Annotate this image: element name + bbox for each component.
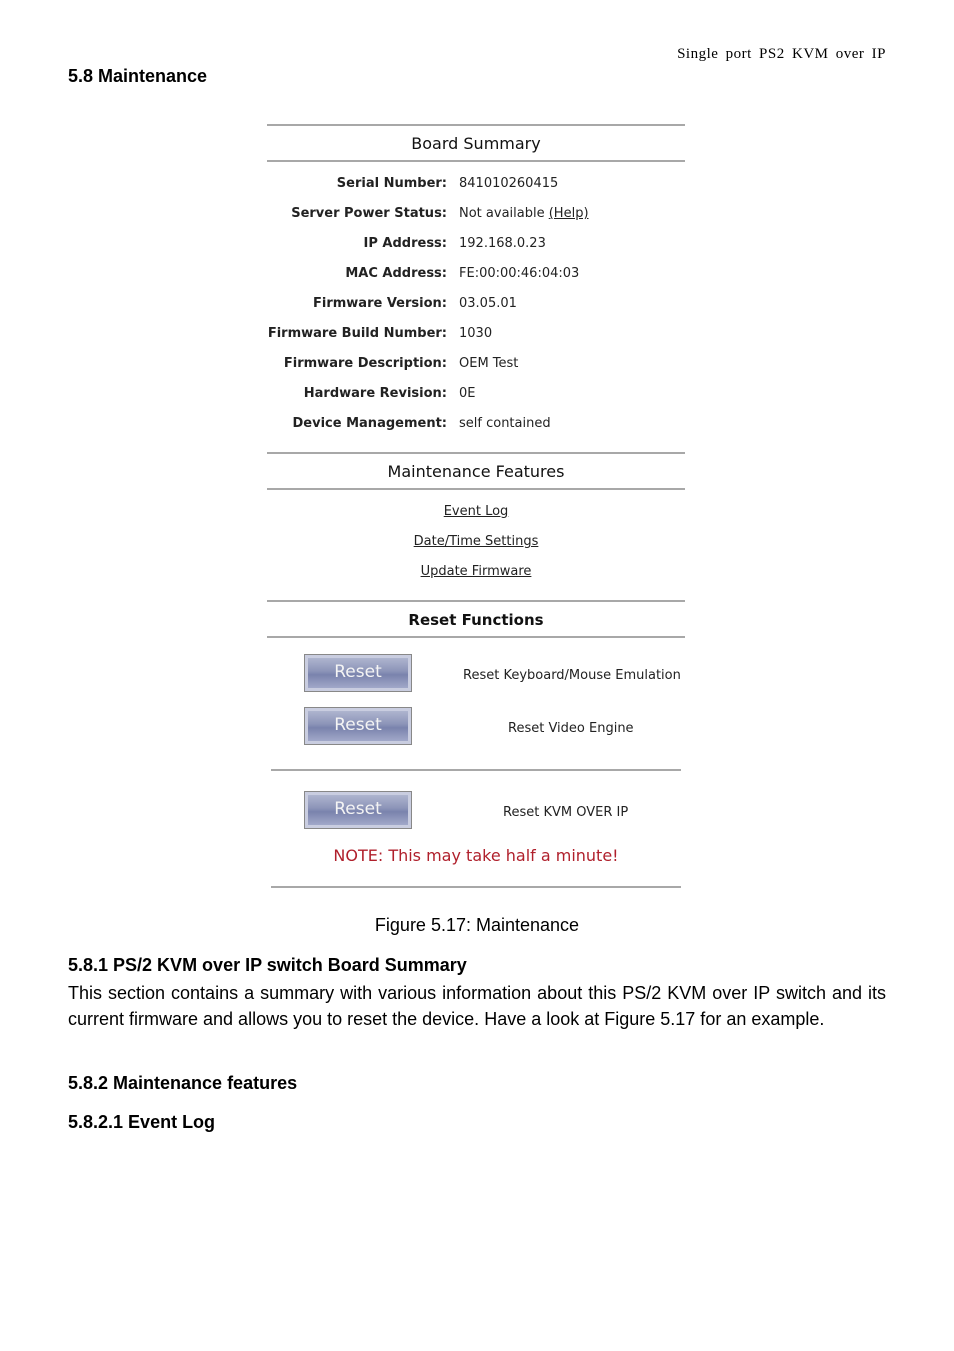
divider: [271, 886, 681, 888]
divider: [271, 769, 681, 771]
row-label: Server Power Status:: [291, 206, 447, 221]
running-header: Single port PS2 KVM over IP: [677, 46, 886, 62]
maintenance-panel: [267, 124, 685, 908]
row-label: Firmware Version:: [313, 296, 447, 311]
row-value: 0E: [459, 386, 476, 401]
subsection-heading: 5.8.2.1 Event Log: [68, 1112, 216, 1132]
summary-row: [267, 236, 685, 266]
summary-row: [267, 266, 685, 296]
row-label: Firmware Description:: [283, 356, 447, 371]
summary-row: [267, 356, 685, 386]
summary-row: [267, 326, 685, 356]
row-value: 841010260415: [459, 176, 559, 191]
summary-row: [267, 296, 685, 326]
row-label: Serial Number:: [336, 176, 447, 191]
board-summary-table: [267, 162, 685, 452]
row-label: MAC Address:: [345, 266, 447, 281]
reset-functions-heading: Reset Functions: [267, 600, 685, 638]
reset-video-engine-label: Reset Video Engine: [508, 721, 634, 736]
body-paragraph: This section contains a summary with various information about this PS/2 KVM over IP switch and its current firmware and allows you to reset the device. Have a look at Figure 5.17 for an example.: [68, 983, 886, 1029]
reset-note: NOTE: This may take half a minute!: [333, 846, 619, 865]
row-value: Not available: [459, 206, 545, 221]
row-value: FE:00:00:46:04:03: [459, 266, 580, 281]
reset-kvm-over-ip-button[interactable]: Reset: [304, 791, 412, 829]
row-value: 1030: [459, 326, 493, 341]
maintenance-links: [267, 490, 685, 600]
event-log-link[interactable]: Event Log: [443, 504, 509, 519]
row-label: IP Address:: [363, 236, 447, 251]
reset-keyboard-mouse-label: Reset Keyboard/Mouse Emulation: [463, 668, 681, 683]
subsection-heading: 5.8.1 PS/2 KVM over IP switch Board Summary: [68, 955, 467, 975]
summary-row: [267, 206, 685, 236]
row-value: OEM Test: [459, 356, 519, 371]
reset-keyboard-mouse-button[interactable]: Reset: [304, 654, 412, 692]
help-link[interactable]: (Help): [548, 206, 589, 221]
summary-row: [267, 416, 685, 446]
row-label: Firmware Build Number:: [267, 326, 447, 341]
date-time-settings-link[interactable]: Date/Time Settings: [413, 534, 539, 549]
row-value: 192.168.0.23: [459, 236, 546, 251]
row-label: Device Management:: [292, 416, 447, 431]
row-value: 03.05.01: [459, 296, 517, 311]
reset-video-engine-button[interactable]: Reset: [304, 707, 412, 745]
reset-functions-area: [267, 638, 685, 908]
row-label: Hardware Revision:: [303, 386, 447, 401]
maintenance-features-heading: Maintenance Features: [267, 452, 685, 490]
subsection-heading: 5.8.2 Maintenance features: [68, 1073, 298, 1093]
row-value: self contained: [459, 416, 551, 431]
summary-row: [267, 386, 685, 416]
reset-kvm-over-ip-label: Reset KVM OVER IP: [503, 805, 629, 820]
figure-caption: Figure 5.17: Maintenance: [374, 915, 580, 935]
section-heading: 5.8 Maintenance: [68, 66, 208, 86]
summary-row: [267, 176, 685, 206]
update-firmware-link[interactable]: Update Firmware: [420, 564, 532, 579]
board-summary-heading: Board Summary: [267, 124, 685, 162]
